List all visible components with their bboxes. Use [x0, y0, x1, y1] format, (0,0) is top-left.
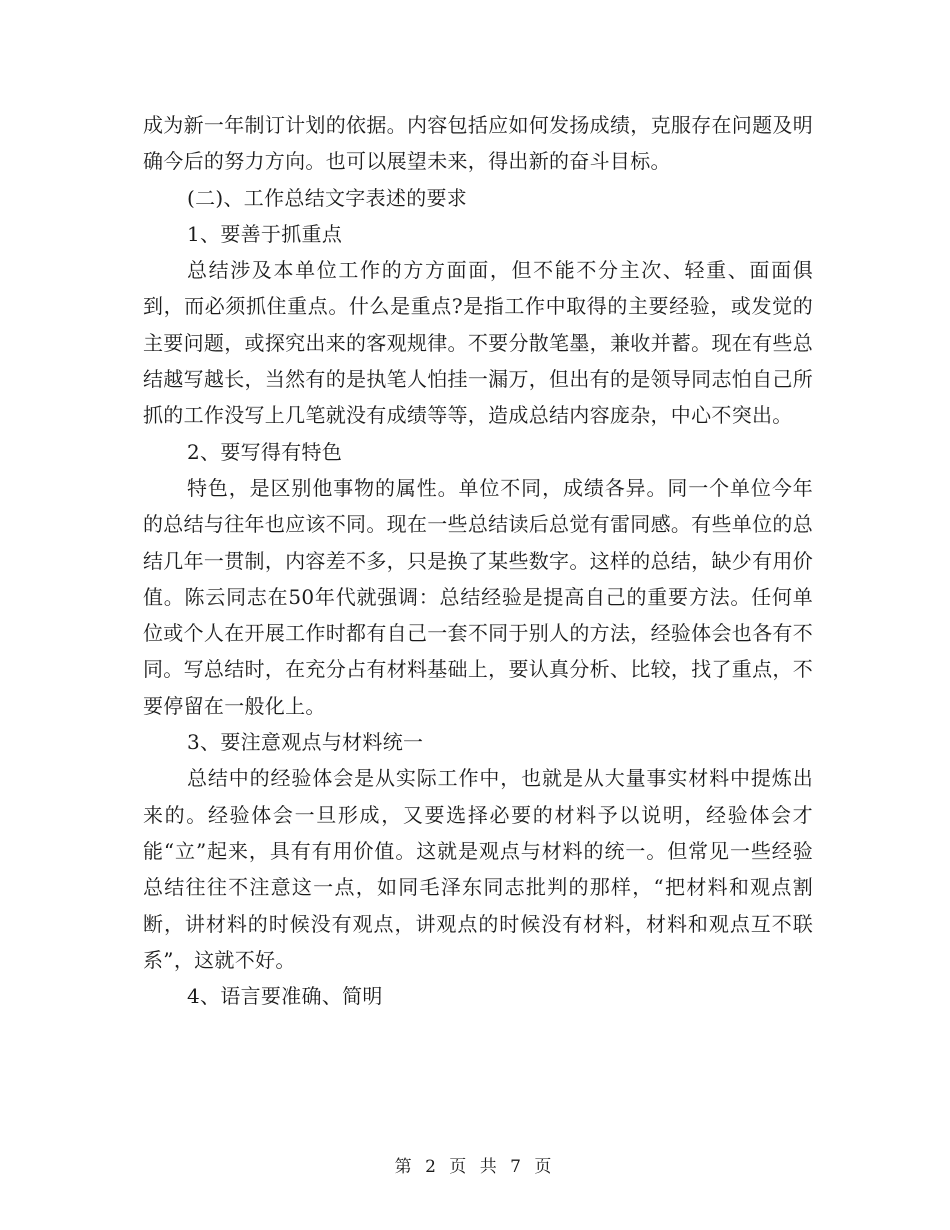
subheading-viewpoint-material-unity: 3、要注意观点与材料统一 [187, 730, 424, 755]
subheading-focus-key-points: 1、要善于抓重点 [187, 221, 343, 246]
subheading-distinctive-features: 2、要写得有特色 [187, 439, 343, 464]
paragraph-focus-key-points: 总结涉及本单位工作的方方面面，但不能不分主次、轻重、面面俱到，而必须抓住重点。什么是重点?是指工作中取得的主要经验，或发觉的主要问题，或探究出来的客观规律。不要分散笔墨，兼收并蓄。现在有些总结越写越长，当然有的是执笔人怕挂一漏万，但出有的是领导同志怕自己所抓的工作没写上几笔就没有成绩等等，造成总结内容庞杂，中心不突出。 [143, 258, 813, 428]
paragraph-distinctive-features: 特色，是区别他事物的属性。单位不同，成绩各异。同一个单位今年的总结与往年也应该不同。现在一些总结读后总觉有雷同感。有些单位的总结几年一贯制，内容差不多，只是换了某些数字。这样的总结，缺少有用价值。陈云同志在50年代就强调：总结经验是提高自己的重要方法。任何单位或个人在开展工作时都有自己一套不同于别人的方法，经验体会也各有不同。写总结时，在充分占有材料基础上，要认真分析、比较，找了重点，不要停留在一般化上。 [143, 475, 813, 718]
page-number-footer: 第 2 页 共 7 页 [394, 1157, 556, 1177]
paragraph-intro-continued: 成为新一年制订计划的依据。内容包括应如何发扬成绩，克服存在问题及明确今后的努力方向。也可以展望未来，得出新的奋斗目标。 [143, 113, 813, 174]
document-body [143, 107, 813, 1014]
subheading-accurate-concise-language: 4、语言要准确、简明 [187, 984, 383, 1009]
paragraph-viewpoint-material-unity: 总结中的经验体会是从实际工作中，也就是从大量事实材料中提炼出来的。经验体会一旦形成，又要选择必要的材料予以说明，经验体会才能“立”起来，具有有用价值。这就是观点与材料的统一。但常见一些经验总结往往不注意这一点，如同毛泽东同志批判的那样，“把材料和观点割断，讲材料的时候没有观点，讲观点的时候没有材料，材料和观点互不联系”，这就不好。 [143, 766, 813, 972]
section-heading-writing-requirements: (二)、工作总结文字表述的要求 [187, 185, 468, 210]
